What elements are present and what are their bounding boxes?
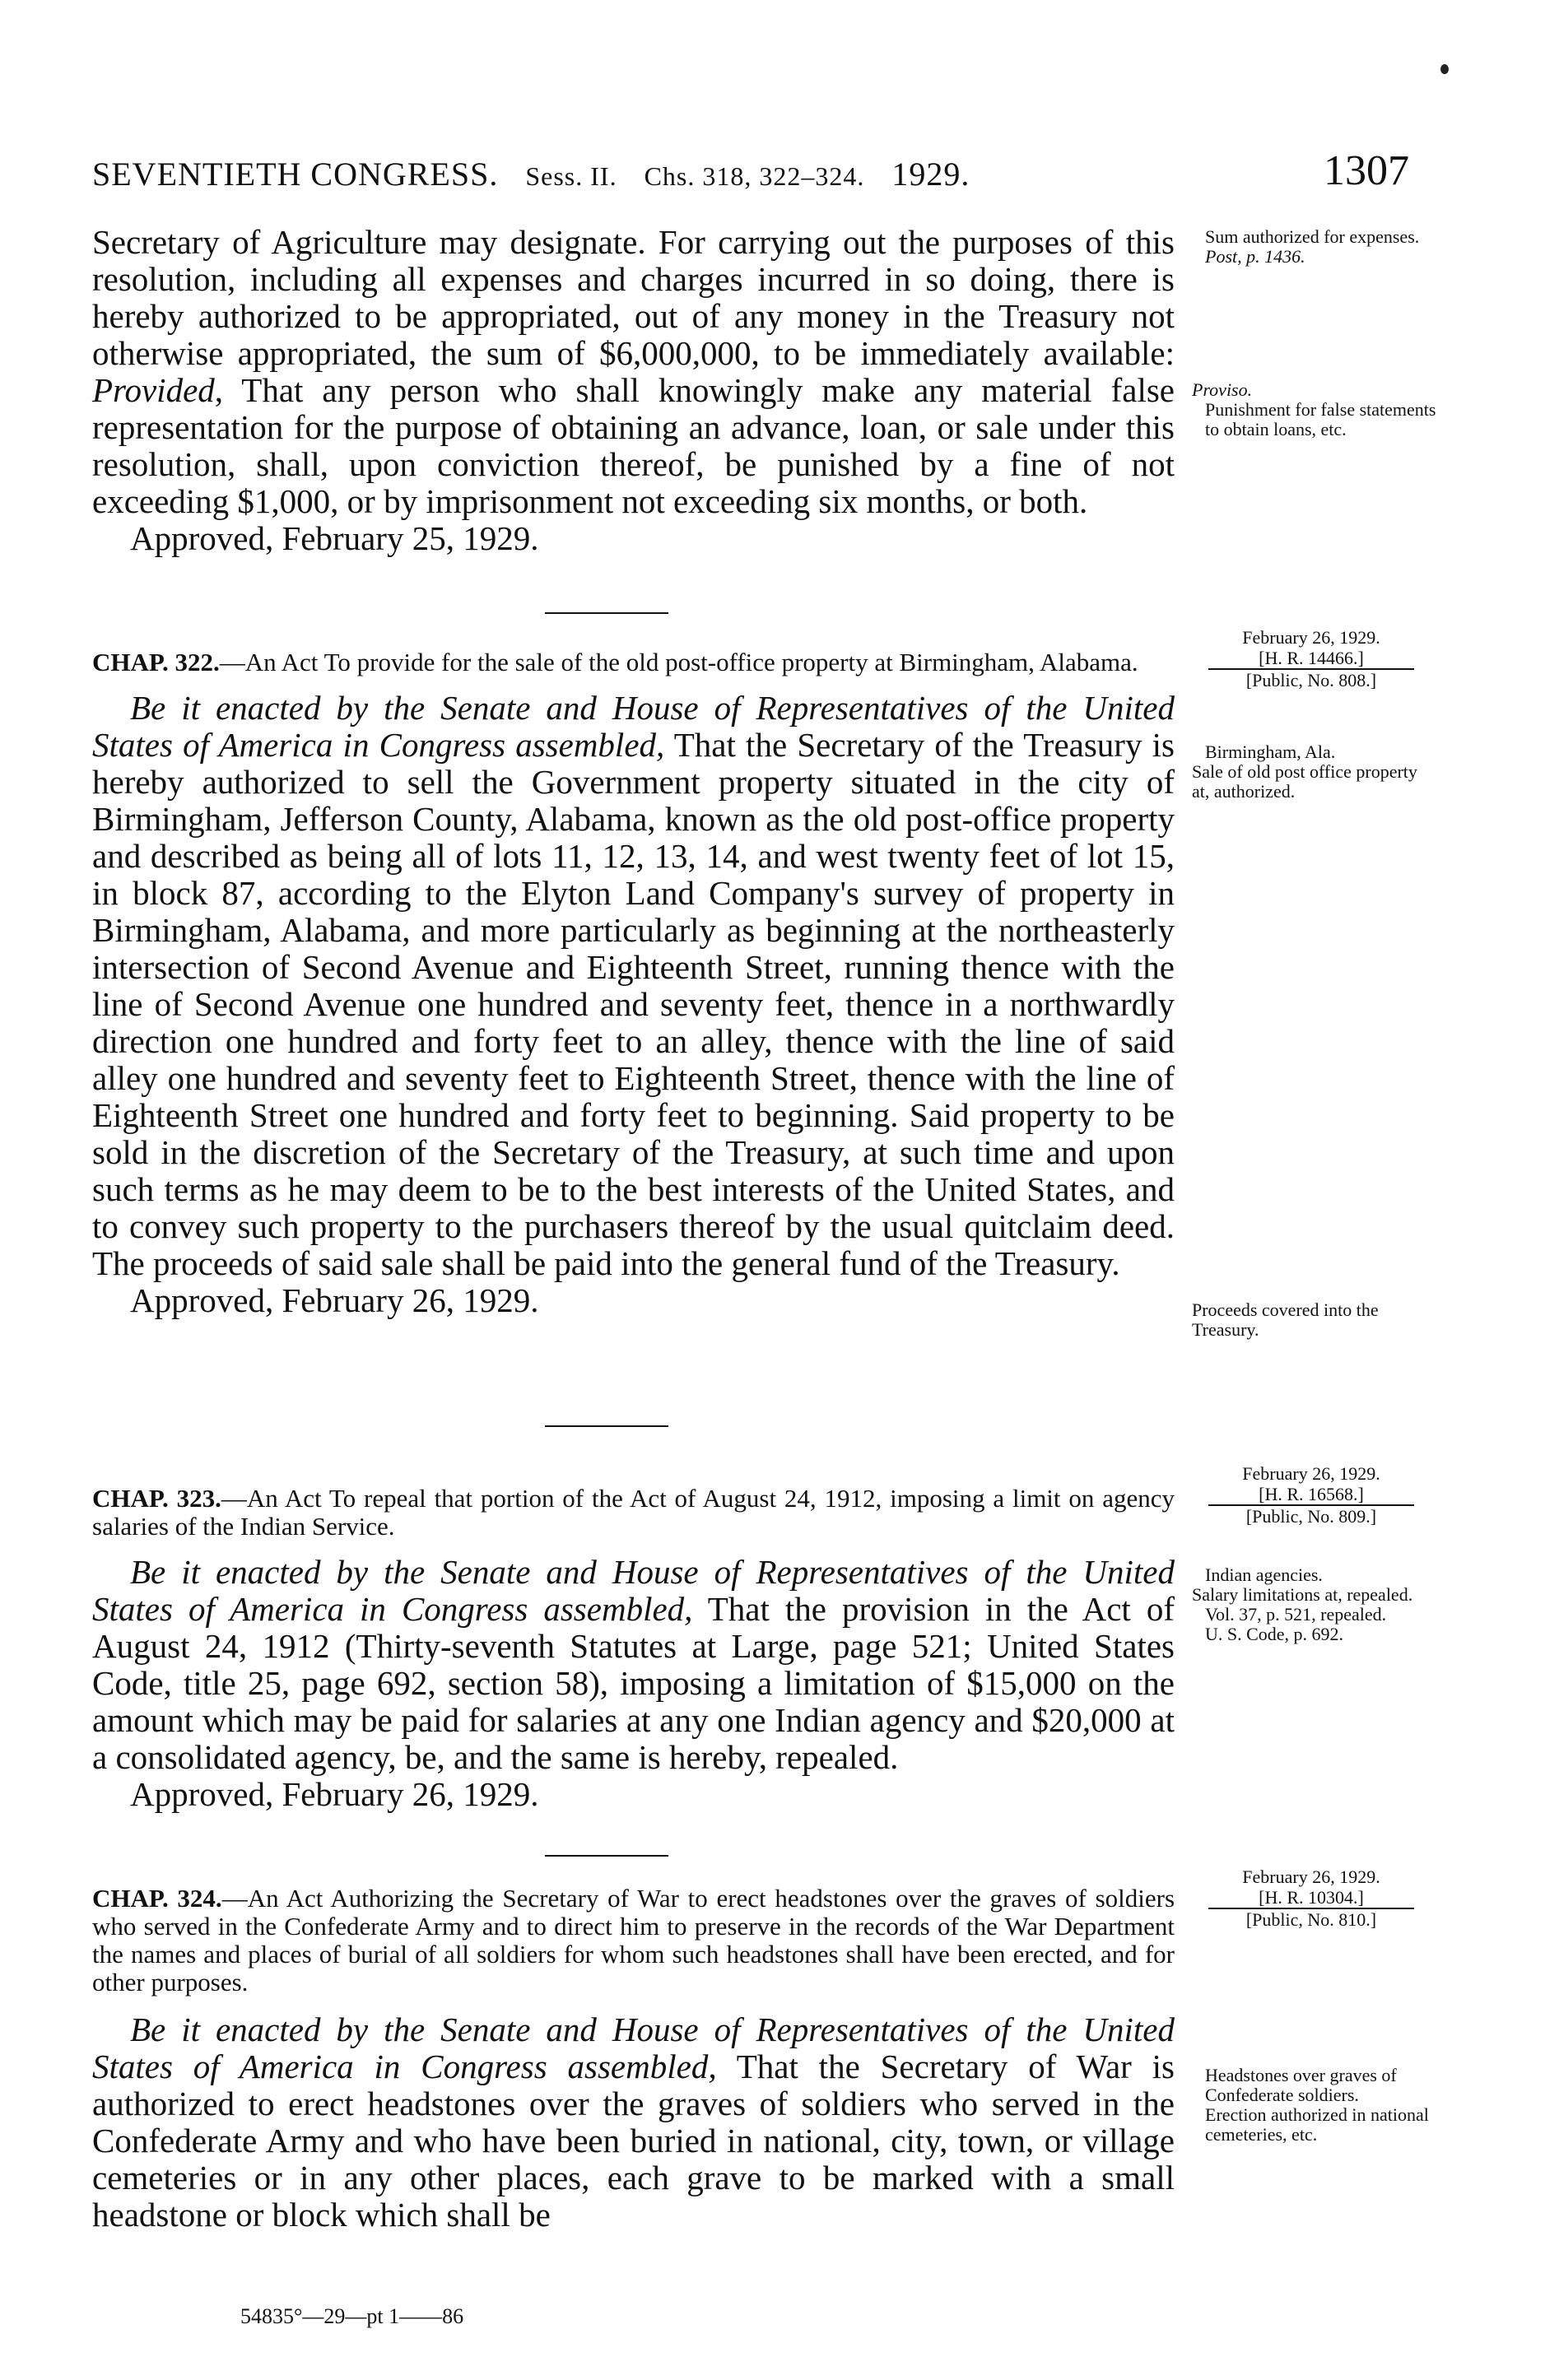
margin-headstones-text: Headstones over graves of Confederate soldiers. [1205, 2065, 1397, 2105]
margin-birmingham [1192, 742, 1439, 802]
proviso-word: Provided [92, 371, 215, 409]
resolution-continuation [92, 224, 1175, 557]
enacting-clause: Be it enacted by the Senate and House of Representatives of the United States of America in Congress assembled, [92, 689, 1175, 764]
header-chapters: Chs. 318, 322–324. [644, 161, 865, 191]
citation-public: [Public, No. 810.] [1245, 1909, 1377, 1930]
citation-date: February 26, 1929. [1242, 1463, 1380, 1484]
section-rule [545, 1855, 668, 1857]
section-rule [545, 1425, 668, 1427]
running-header [92, 146, 1409, 204]
chap-title-text: —An Act Authorizing the Secretary of War to erect headstones over the graves of soldiers who served in the Confederate Army and to direct him to preserve in the records of the War Department the names and places of burial of all soldiers for whom such headstones shall have been erected, and for other purposes. [92, 1884, 1175, 1997]
chap-number: CHAP. 324. [92, 1884, 222, 1913]
margin-agencies: Indian agencies. [1205, 1564, 1323, 1585]
margin-proviso [1192, 380, 1439, 439]
running-head [92, 155, 970, 193]
chap-322-title [92, 648, 1175, 676]
chap-number: CHAP. 323. [92, 1484, 221, 1513]
approved-date: Approved, February 26, 1929. [130, 1281, 539, 1319]
resolution-text [92, 224, 1175, 520]
ink-dot [1440, 64, 1449, 74]
chap-324-body [92, 2011, 1175, 2234]
margin-indian-agencies [1192, 1565, 1439, 1644]
margin-sale: Sale of old post office property at, authorized. [1192, 761, 1417, 802]
margin-salary: Salary limitations at, repealed. [1192, 1584, 1413, 1605]
chap-title-text: —An Act To repeal that portion of the Act of August 24, 1912, imposing a limit on agency salaries of the Indian Service. [92, 1484, 1175, 1541]
page-number: 1307 [1324, 147, 1409, 194]
citation-323 [1192, 1463, 1431, 1527]
chap-322-body [92, 690, 1175, 1282]
header-year: 1929. [891, 156, 970, 193]
margin-place: Birmingham, Ala. [1205, 741, 1336, 762]
margin-punishment: Punishment for false statements to obtain loans, etc. [1205, 399, 1436, 439]
resolution-body: Secretary of Agriculture may designate. For carrying out the purposes of this resolution, including all expenses and charges incurred in so doing, there is hereby authorized to be appropriated, out of any money in the Treasury not otherwise appropriated, the sum of $6,000,000, to be immediately available: [92, 223, 1175, 372]
chapter-322 [92, 648, 1175, 1319]
chap-324-text: That the Secretary of War is authorized to erect headstones over the graves of soldiers who served in the Confederate Army and who have been buried in national, city, town, or village cemeteries or in any other places, each grave to be marked with a small headstone or block which shall be [92, 2048, 1175, 2234]
citation-date: February 26, 1929. [1242, 627, 1380, 648]
approved-date: Approved, February 25, 1929. [130, 519, 539, 557]
proviso-body: , That any person who shall knowingly make any material false representation for the purpose of obtaining an advance, loan, or sale under this resolution, shall, upon conviction thereof, be punished by a fine of not exceeding $1,000, or by imprisonment not exceeding six months, or both. [92, 371, 1175, 520]
chap-322-text: That the Secretary of the Treasury is hereby authorized to sell the Government property situated in the city of Birmingham, Jefferson County, Alabama, known as the old post-office property and described as being all of lots 11, 12, 13, 14, and west twenty feet of lot 15, in block 87, according to the Elyton Land Company's survey of property in Birmingham, Alabama, and more particularly as beginning at the northeasterly intersection of Second Avenue and Eighteenth Street, running thence with the line of Second Avenue one hundred and seventy feet, thence in a northwardly direction one hundred and forty feet to an alley, thence with the line of said alley one hundred and seventy feet to Eighteenth Street, thence with the line of Eighteenth Street one hundred and forty feet to beginning. Said property to be sold in the discretion of the Secretary of the Treasury, at such time and upon such terms as he may deem to be to the best interests of the United States, and to convey such property to the purchasers thereof by the usual quitclaim deed. The proceeds of said sale shall be paid into the general fund of the Treasury. [92, 726, 1175, 1282]
margin-code: U. S. Code, p. 692. [1205, 1624, 1344, 1644]
citation-date: February 26, 1929. [1242, 1866, 1380, 1887]
margin-proceeds: Proceeds covered into the Treasury. [1192, 1299, 1379, 1340]
citation-hr: [H. R. 10304.] [1208, 1887, 1414, 1909]
margin-sum: Sum authorized for expenses. [1205, 226, 1420, 247]
citation-322 [1192, 627, 1431, 690]
margin-erection: Erection authorized in national cemeteries, etc. [1205, 2104, 1429, 2145]
header-session: Sess. II. [525, 161, 617, 191]
chap-324-title [92, 1885, 1175, 1997]
margin-post: Post, p. 1436. [1205, 246, 1305, 267]
margin-sum-authorized [1192, 227, 1439, 267]
chap-title-text: —An Act To provide for the sale of the old post-office property at Birmingham, Alabama. [219, 648, 1138, 676]
chap-323-body [92, 1554, 1175, 1776]
margin-proviso-label: Proviso. [1192, 379, 1253, 400]
citation-324 [1192, 1866, 1431, 1930]
margin-headstones [1192, 2066, 1439, 2145]
chap-323-text: That the provision in the Act of August 24, 1912 (Thirty-seventh Statutes at Large, page 521; United States Code, title 25, page 692, section 58), imposing a limitation of $15,000 on the amount which may be paid for salaries at any one Indian agency and $20,000 at a consolidated agency, be, and the same is hereby, repealed. [92, 1590, 1175, 1776]
header-congress: SEVENTIETH CONGRESS. [92, 156, 499, 193]
citation-hr: [H. R. 16568.] [1208, 1484, 1414, 1506]
chap-number: CHAP. 322. [92, 648, 220, 676]
enacting-clause: Be it enacted by the Senate and House of Representatives of the United States of America in Congress assembled, [92, 2010, 1175, 2085]
chapter-324 [92, 1885, 1175, 2234]
citation-public: [Public, No. 809.] [1245, 1506, 1377, 1527]
citation-public: [Public, No. 808.] [1245, 670, 1377, 690]
print-code: 54835°—29—pt 1——86 [240, 2304, 464, 2328]
enacting-clause: Be it enacted by the Senate and House of Representatives of the United States of America in Congress assembled, [92, 1553, 1175, 1628]
approved-date: Approved, February 26, 1929. [130, 1775, 539, 1813]
chap-323-title [92, 1485, 1175, 1541]
citation-hr: [H. R. 14466.] [1208, 648, 1414, 670]
margin-vol: Vol. 37, p. 521, repealed. [1205, 1604, 1387, 1625]
chapter-323 [92, 1485, 1175, 1813]
section-rule [545, 612, 668, 614]
